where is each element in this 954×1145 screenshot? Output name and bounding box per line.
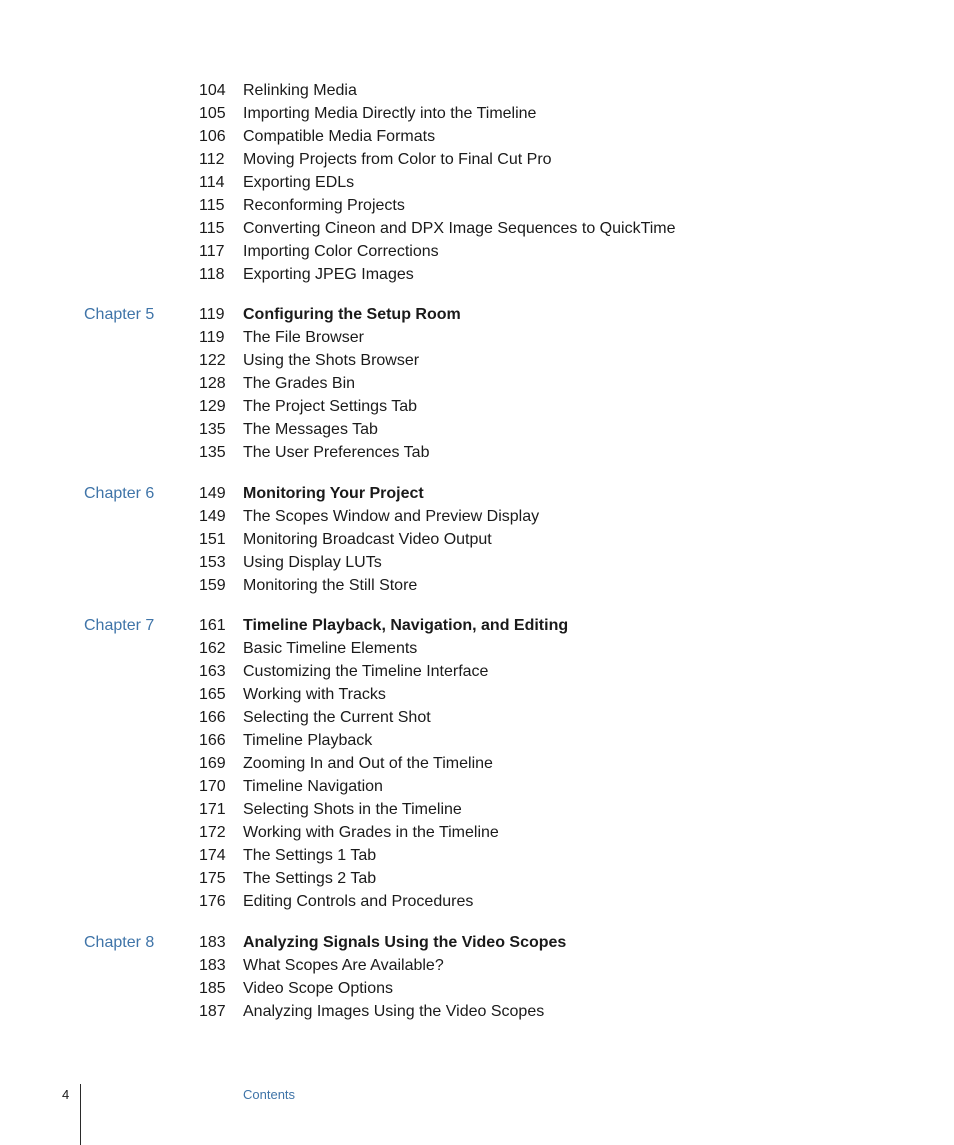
chapter-group: [0, 614, 954, 913]
toc-page-number: 135: [199, 421, 226, 438]
chapter-heading-entry[interactable]: [0, 931, 954, 954]
toc-page-number: 161: [199, 617, 226, 634]
toc-entry-title: The Grades Bin: [243, 375, 356, 392]
toc-entry-title: Reconforming Projects: [243, 197, 405, 214]
toc-page-number: 183: [199, 957, 226, 974]
footer-divider: [80, 1084, 81, 1145]
toc-entry-title: Monitoring Your Project: [243, 485, 424, 502]
toc-entry-title: Zooming In and Out of the Timeline: [243, 755, 493, 772]
toc-page-number: 112: [199, 151, 225, 168]
toc-entry[interactable]: [0, 148, 954, 171]
toc-entry[interactable]: [0, 867, 954, 890]
toc-entry[interactable]: [0, 977, 954, 1000]
toc-entry-title: The Scopes Window and Preview Display: [243, 508, 540, 525]
toc-entry-title: Monitoring the Still Store: [243, 577, 418, 594]
toc-page-number: 153: [199, 554, 226, 571]
toc-entry[interactable]: [0, 505, 954, 528]
toc-page-number: 115: [199, 220, 225, 237]
toc-page-number: 149: [199, 508, 226, 525]
toc-entry[interactable]: [0, 798, 954, 821]
toc-page-number: 162: [199, 640, 226, 657]
toc-page-number: 170: [199, 778, 226, 795]
chapter-label: Chapter 7: [84, 617, 155, 634]
toc-entry-title: Converting Cineon and DPX Image Sequences to QuickTime: [243, 220, 676, 237]
toc-entry-title: The User Preferences Tab: [243, 444, 430, 461]
toc-entry-title: The Messages Tab: [243, 421, 378, 438]
toc-entry[interactable]: [0, 194, 954, 217]
toc-entry[interactable]: [0, 844, 954, 867]
toc-entry-title: Basic Timeline Elements: [243, 640, 418, 657]
toc-page-number: 115: [199, 197, 225, 214]
toc-page-number: 119: [199, 329, 225, 346]
toc-entry-title: Timeline Playback: [243, 732, 373, 749]
toc-entry[interactable]: [0, 217, 954, 240]
toc-entry[interactable]: [0, 171, 954, 194]
toc-entry[interactable]: [0, 574, 954, 597]
chapter-group: [0, 303, 954, 464]
toc-entry[interactable]: [0, 890, 954, 913]
chapter-label: Chapter 6: [84, 485, 155, 502]
toc-page-number: 174: [199, 847, 226, 864]
toc-page-number: 128: [199, 375, 226, 392]
toc-entry[interactable]: [0, 263, 954, 286]
toc-page-number: 165: [199, 686, 226, 703]
footer-section-label: Contents: [243, 1087, 296, 1102]
toc-page-number: 171: [199, 801, 226, 818]
chapter-heading-entry[interactable]: [0, 482, 954, 505]
toc-entry-title: Importing Media Directly into the Timeline: [243, 105, 537, 122]
toc-entry[interactable]: [0, 1000, 954, 1023]
toc-entry[interactable]: [0, 395, 954, 418]
toc-entry-title: Timeline Navigation: [243, 778, 383, 795]
chapter-group: [0, 931, 954, 1023]
toc-page-number: 175: [199, 870, 226, 887]
toc-entry[interactable]: [0, 752, 954, 775]
toc-page-number: 172: [199, 824, 226, 841]
toc-entry[interactable]: [0, 683, 954, 706]
toc-entry[interactable]: [0, 240, 954, 263]
toc-page-number: 183: [199, 934, 226, 951]
toc-entry-title: Timeline Playback, Navigation, and Editing: [243, 617, 569, 634]
toc-entry-title: Video Scope Options: [243, 980, 394, 997]
toc-entry-title: The Settings 1 Tab: [243, 847, 377, 864]
toc-entry-title: Working with Grades in the Timeline: [243, 824, 499, 841]
toc-page-number: 176: [199, 893, 226, 910]
toc-page-number: 104: [199, 82, 226, 99]
toc-page-number: 119: [199, 306, 225, 323]
chapter-group: [0, 482, 954, 597]
table-of-contents: [0, 62, 954, 1023]
toc-page-number: 129: [199, 398, 226, 415]
toc-entry[interactable]: [0, 326, 954, 349]
toc-entry-title: Exporting JPEG Images: [243, 266, 414, 283]
toc-page-number: 106: [199, 128, 226, 145]
toc-page-number: 122: [199, 352, 226, 369]
toc-page-number: 118: [199, 266, 225, 283]
toc-page-number: 151: [199, 531, 226, 548]
toc-entry-title: Analyzing Images Using the Video Scopes: [243, 1003, 545, 1020]
toc-entry[interactable]: [0, 418, 954, 441]
chapter-heading-entry[interactable]: [0, 303, 954, 326]
toc-entry-title: Compatible Media Formats: [243, 128, 436, 145]
toc-entry-title: What Scopes Are Available?: [243, 957, 444, 974]
toc-entry[interactable]: [0, 441, 954, 464]
toc-entry-title: Using the Shots Browser: [243, 352, 420, 369]
toc-page-number: 114: [199, 174, 225, 191]
toc-entry[interactable]: [0, 79, 954, 102]
toc-entry[interactable]: [0, 125, 954, 148]
toc-page-number: 163: [199, 663, 226, 680]
chapter-label: Chapter 8: [84, 934, 155, 951]
toc-entry-title: Selecting the Current Shot: [243, 709, 431, 726]
toc-entry-title: Configuring the Setup Room: [243, 306, 461, 323]
toc-page-number: 159: [199, 577, 226, 594]
toc-entry-title: Exporting EDLs: [243, 174, 355, 191]
toc-page-number: 117: [199, 243, 225, 260]
toc-page-number: 169: [199, 755, 226, 772]
toc-entry[interactable]: [0, 821, 954, 844]
toc-entry-title: Editing Controls and Procedures: [243, 893, 474, 910]
toc-entry[interactable]: [0, 637, 954, 660]
chapter-heading-entry[interactable]: [0, 614, 954, 637]
toc-page-number: 166: [199, 709, 226, 726]
chapter-label: Chapter 5: [84, 306, 155, 323]
toc-page-number: 149: [199, 485, 226, 502]
toc-page-number: 135: [199, 444, 226, 461]
toc-entry[interactable]: [0, 102, 954, 125]
toc-entry[interactable]: [0, 706, 954, 729]
toc-entry-title: Customizing the Timeline Interface: [243, 663, 489, 680]
toc-entry[interactable]: [0, 954, 954, 977]
toc-entry[interactable]: [0, 551, 954, 574]
toc-entry-title: Relinking Media: [243, 82, 357, 99]
toc-entry-title: The File Browser: [243, 329, 364, 346]
toc-page-number: 185: [199, 980, 226, 997]
toc-entry-title: Using Display LUTs: [243, 554, 382, 571]
toc-page-number: 105: [199, 105, 226, 122]
footer-page-number: 4: [62, 1087, 70, 1102]
toc-entry-title: Selecting Shots in the Timeline: [243, 801, 462, 818]
toc-page-number: 187: [199, 1003, 226, 1020]
toc-entry-title: Importing Color Corrections: [243, 243, 439, 260]
toc-page-number: 166: [199, 732, 226, 749]
toc-entry[interactable]: [0, 528, 954, 551]
toc-entry-title: Analyzing Signals Using the Video Scopes: [243, 934, 567, 951]
toc-entry[interactable]: [0, 660, 954, 683]
toc-entry-title: The Project Settings Tab: [243, 398, 418, 415]
toc-entry-title: Working with Tracks: [243, 686, 386, 703]
toc-entry[interactable]: [0, 729, 954, 752]
toc-entry-title: Moving Projects from Color to Final Cut Pro: [243, 151, 552, 168]
toc-entry[interactable]: [0, 372, 954, 395]
toc-entry[interactable]: [0, 349, 954, 372]
toc-entry-title: Monitoring Broadcast Video Output: [243, 531, 492, 548]
toc-entry[interactable]: [0, 775, 954, 798]
section-group: [0, 79, 954, 286]
toc-entry-title: The Settings 2 Tab: [243, 870, 377, 887]
